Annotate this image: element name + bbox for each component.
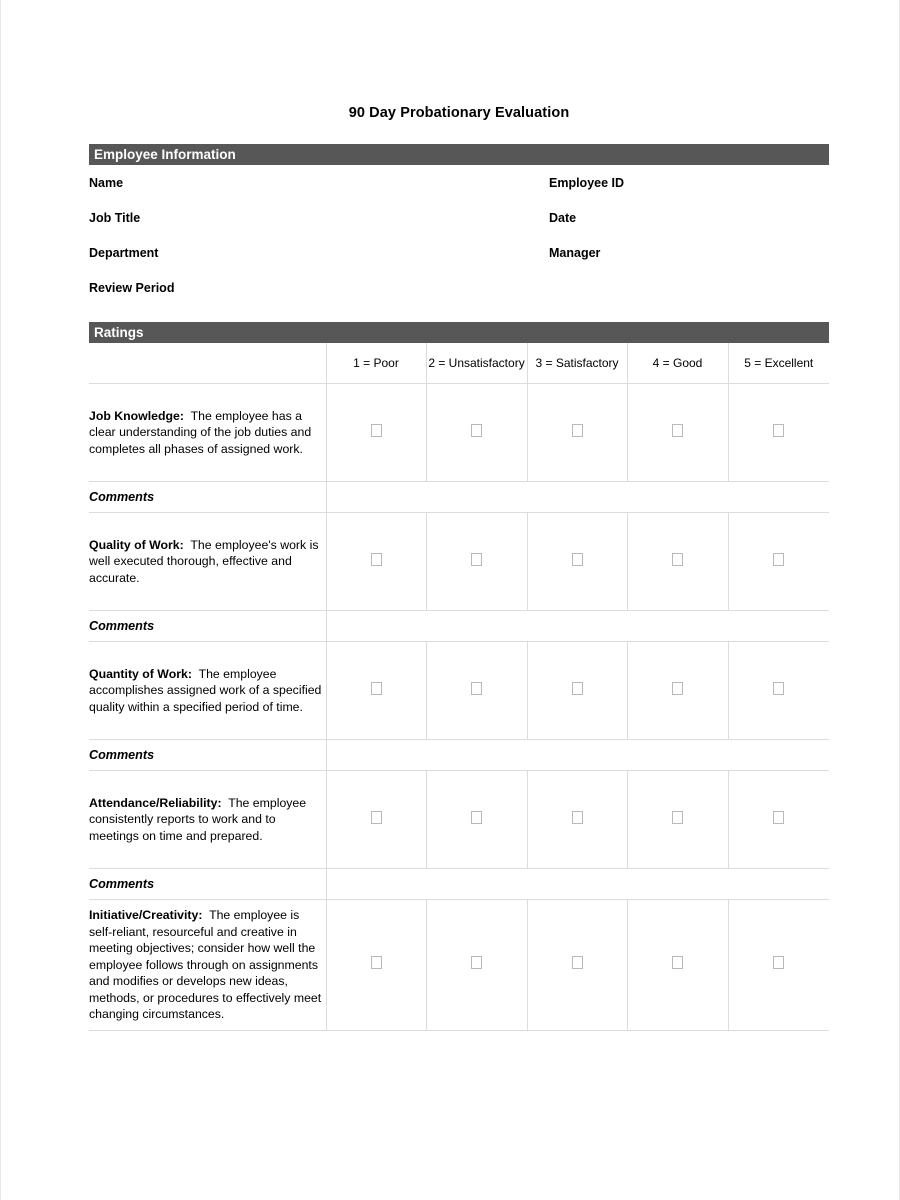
checkbox-cell-job-knowledge-5[interactable] [728,384,829,482]
checkbox-icon[interactable] [471,424,482,437]
label-department: Department [89,245,159,260]
checkbox-icon[interactable] [773,553,784,566]
checkbox-icon[interactable] [471,682,482,695]
ratings-column-header-2: 2 = Unsatisfactory [426,343,527,384]
criterion-text: The employee's work is well executed thorough, effective and accurate. [89,537,319,585]
comments-label-attendance-reliability: Comments [89,869,326,900]
checkbox-cell-quantity-of-work-4[interactable] [627,642,728,740]
table-row [89,165,829,200]
comments-field-attendance-reliability[interactable] [326,869,829,900]
criterion-row [89,900,829,1031]
field-manager[interactable] [642,235,829,270]
checkbox-cell-job-knowledge-2[interactable] [426,384,527,482]
checkbox-icon[interactable] [471,811,482,824]
comments-row [89,482,829,513]
field-job-title[interactable] [192,200,549,235]
checkbox-icon[interactable] [773,811,784,824]
criterion-row [89,513,829,611]
checkbox-cell-quality-of-work-5[interactable] [728,513,829,611]
field-department[interactable] [192,235,549,270]
checkbox-cell-attendance-reliability-1[interactable] [326,771,426,869]
checkbox-cell-quantity-of-work-2[interactable] [426,642,527,740]
checkbox-cell-initiative-creativity-3[interactable] [527,900,627,1031]
page-title: 90 Day Probationary Evaluation [348,105,570,121]
criterion-text: The employee is self-reliant, resourceful and creative in meeting objectives; consider how well the employee follows through on assignments and modifies or develops new ideas, methods, or procedures to effectively meet changing circumstances. [89,908,322,1022]
comments-field-quantity-of-work[interactable] [326,740,829,771]
checkbox-icon[interactable] [672,682,683,695]
label-manager: Manager [549,245,601,260]
checkbox-icon[interactable] [572,956,583,969]
label-review-period: Review Period [89,280,175,295]
criterion-title: Initiative/Creativity: [89,908,203,923]
criterion-description-quantity-of-work [89,642,326,740]
employee-information-table [89,165,829,305]
checkbox-cell-quality-of-work-2[interactable] [426,513,527,611]
checkbox-icon[interactable] [572,811,583,824]
ratings-column-header-5: 5 = Excellent [728,343,829,384]
label-name: Name [89,175,124,190]
checkbox-icon[interactable] [773,682,784,695]
comments-label-quality-of-work: Comments [89,611,326,642]
checkbox-cell-quantity-of-work-5[interactable] [728,642,829,740]
criterion-title: Attendance/Reliability: [89,795,222,810]
criterion-title: Quantity of Work: [89,666,192,681]
comments-row [89,611,829,642]
checkbox-icon[interactable] [572,424,583,437]
comments-label-job-knowledge: Comments [89,482,326,513]
ratings-column-header-3: 3 = Satisfactory [527,343,627,384]
checkbox-icon[interactable] [471,553,482,566]
employee-information-section [89,144,829,305]
checkbox-icon[interactable] [371,811,382,824]
checkbox-icon[interactable] [471,956,482,969]
checkbox-cell-quality-of-work-3[interactable] [527,513,627,611]
criterion-title: Quality of Work: [89,537,184,552]
label-job-title: Job Title [89,210,141,225]
field-employee-id[interactable] [642,165,829,200]
criterion-description-quality-of-work [89,513,326,611]
checkbox-icon[interactable] [672,553,683,566]
field-review-period[interactable] [192,270,829,305]
label-date: Date [549,210,577,225]
ratings-table [89,343,829,1031]
checkbox-cell-quantity-of-work-1[interactable] [326,642,426,740]
criterion-row [89,642,829,740]
checkbox-cell-quality-of-work-4[interactable] [627,513,728,611]
ratings-section [89,322,829,1031]
criterion-description-attendance-reliability [89,771,326,869]
checkbox-icon[interactable] [371,424,382,437]
criterion-row [89,384,829,482]
table-row [89,235,829,270]
criterion-description-initiative-creativity [89,900,326,1031]
section-header-ratings: Ratings [89,322,829,343]
checkbox-cell-job-knowledge-1[interactable] [326,384,426,482]
comments-field-quality-of-work[interactable] [326,611,829,642]
checkbox-cell-initiative-creativity-1[interactable] [326,900,426,1031]
criterion-text: The employee consistently reports to work and to meetings on time and prepared. [89,795,307,843]
criterion-description-job-knowledge [89,384,326,482]
table-row [89,200,829,235]
table-row [89,270,829,305]
criterion-text: The employee has a clear understanding of the job duties and completes all phases of assigned work. [89,408,312,456]
checkbox-icon[interactable] [371,956,382,969]
checkbox-cell-quantity-of-work-3[interactable] [527,642,627,740]
checkbox-cell-attendance-reliability-2[interactable] [426,771,527,869]
label-employee-id: Employee ID [549,175,625,190]
checkbox-cell-attendance-reliability-5[interactable] [728,771,829,869]
checkbox-cell-initiative-creativity-5[interactable] [728,900,829,1031]
criterion-title: Job Knowledge: [89,408,184,423]
checkbox-icon[interactable] [371,553,382,566]
criterion-row [89,771,829,869]
checkbox-cell-job-knowledge-4[interactable] [627,384,728,482]
checkbox-cell-attendance-reliability-4[interactable] [627,771,728,869]
checkbox-cell-quality-of-work-1[interactable] [326,513,426,611]
checkbox-cell-initiative-creativity-4[interactable] [627,900,728,1031]
section-header-employee-information: Employee Information [89,144,829,165]
checkbox-cell-attendance-reliability-3[interactable] [527,771,627,869]
ratings-column-header-1: 1 = Poor [326,343,426,384]
checkbox-icon[interactable] [773,424,784,437]
comments-row [89,740,829,771]
ratings-header-row [89,343,829,384]
field-name[interactable] [192,165,549,200]
checkbox-icon[interactable] [773,956,784,969]
checkbox-icon[interactable] [672,811,683,824]
ratings-header-spacer [89,343,326,384]
checkbox-icon[interactable] [572,553,583,566]
criterion-text: The employee accomplishes assigned work of a specified quality within a specified period of time. [89,666,322,714]
checkbox-icon[interactable] [572,682,583,695]
comments-row [89,869,829,900]
checkbox-icon[interactable] [672,956,683,969]
ratings-column-header-4: 4 = Good [627,343,728,384]
checkbox-icon[interactable] [672,424,683,437]
checkbox-cell-job-knowledge-3[interactable] [527,384,627,482]
comments-label-quantity-of-work: Comments [89,740,326,771]
comments-field-job-knowledge[interactable] [326,482,829,513]
checkbox-icon[interactable] [371,682,382,695]
field-date[interactable] [642,200,829,235]
checkbox-cell-initiative-creativity-2[interactable] [426,900,527,1031]
